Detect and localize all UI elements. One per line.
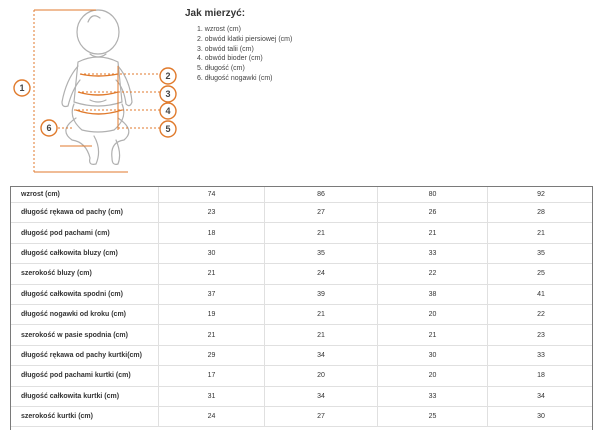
table-cell: 21 — [378, 325, 488, 345]
table-row — [11, 244, 593, 264]
table-cell: 21 — [159, 264, 265, 284]
size-table-body — [11, 187, 593, 427]
marker-1-label: 1 — [19, 83, 25, 93]
table-cell: 86 — [265, 187, 378, 203]
legend-item: 1. wzrost (cm) — [197, 26, 241, 33]
table-cell: 34 — [265, 346, 378, 366]
table-cell: 30 — [159, 244, 265, 264]
row-label: długość nogawki od kroku (cm) — [11, 305, 159, 325]
row-label: szerokość bluzy (cm) — [11, 264, 159, 284]
table-cell: 33 — [378, 387, 488, 407]
marker-5-label: 5 — [165, 124, 171, 134]
legend-item: 2. obwód klatki piersiowej (cm) — [197, 35, 293, 43]
row-label: wzrost (cm) — [11, 187, 159, 203]
table-cell: 19 — [159, 305, 265, 325]
table-cell: 21 — [265, 325, 378, 345]
table-cell: 27 — [265, 203, 378, 223]
table-row — [11, 346, 593, 366]
legend-list — [185, 25, 445, 84]
measurement-legend — [185, 8, 445, 84]
table-row — [11, 285, 593, 305]
marker-2 — [160, 68, 176, 84]
row-label: długość całkowita kurtki (cm) — [11, 387, 159, 407]
table-cell: 23 — [159, 203, 265, 223]
table-cell: 20 — [378, 366, 488, 386]
marker-3 — [160, 86, 176, 102]
table-cell: 37 — [159, 285, 265, 305]
table-cell: 41 — [488, 285, 593, 305]
table-cell: 28 — [488, 203, 593, 223]
row-label: długość całkowita spodni (cm) — [11, 285, 159, 305]
table-cell: 18 — [159, 223, 265, 243]
marker-3-label: 3 — [165, 89, 171, 99]
table-cell: 21 — [159, 325, 265, 345]
row-label: długość całkowita bluzy (cm) — [11, 244, 159, 264]
marker-2-label: 2 — [165, 71, 171, 81]
marker-4 — [160, 103, 176, 119]
table-cell: 29 — [159, 346, 265, 366]
table-row — [11, 305, 593, 325]
table-cell: 35 — [265, 244, 378, 264]
table-cell: 17 — [159, 366, 265, 386]
legend-item: 4. obwód bioder (cm) — [197, 55, 263, 63]
measurement-diagram — [0, 0, 190, 180]
table-cell: 30 — [378, 346, 488, 366]
row-label: szerokość w pasie spodnia (cm) — [11, 325, 159, 345]
table-cell: 23 — [488, 325, 593, 345]
table-cell: 35 — [488, 244, 593, 264]
legend-item: 5. długość (cm) — [197, 65, 245, 73]
legend-item: 6. długość nogawki (cm) — [197, 74, 273, 82]
marker-6 — [41, 120, 57, 136]
row-label: długość rękawa od pachy kurtki(cm) — [11, 346, 159, 366]
table-row — [11, 387, 593, 407]
marker-6-label: 6 — [46, 123, 52, 133]
table-cell: 21 — [488, 223, 593, 243]
table-cell: 92 — [488, 187, 593, 203]
table-cell: 80 — [378, 187, 488, 203]
table-row — [11, 203, 593, 223]
row-label: długość rękawa od pachy (cm) — [11, 203, 159, 223]
table-cell: 30 — [488, 407, 593, 427]
table-cell: 74 — [159, 187, 265, 203]
marker-5 — [160, 121, 176, 137]
table-row — [11, 264, 593, 284]
table-row — [11, 223, 593, 243]
table-row — [11, 325, 593, 345]
legend-item: 3. obwód talii (cm) — [197, 45, 254, 53]
table-cell: 26 — [378, 203, 488, 223]
table-cell: 25 — [488, 264, 593, 284]
size-table — [10, 186, 593, 430]
table-cell: 20 — [265, 366, 378, 386]
table-cell: 25 — [378, 407, 488, 427]
table-cell: 21 — [265, 305, 378, 325]
baby-figure-illustration — [0, 0, 190, 180]
row-label: długość pod pachami (cm) — [11, 223, 159, 243]
marker-4-label: 4 — [165, 106, 171, 116]
table-cell: 34 — [265, 387, 378, 407]
table-row — [11, 407, 593, 427]
table-cell: 20 — [378, 305, 488, 325]
table-cell: 38 — [378, 285, 488, 305]
table-cell: 21 — [265, 223, 378, 243]
marker-1 — [14, 80, 30, 96]
row-label: długość pod pachami kurtki (cm) — [11, 366, 159, 386]
table-cell: 34 — [488, 387, 593, 407]
table-cell: 24 — [159, 407, 265, 427]
legend-title: Jak mierzyć: — [185, 8, 246, 19]
table-cell: 27 — [265, 407, 378, 427]
table-cell: 22 — [378, 264, 488, 284]
table-cell: 33 — [488, 346, 593, 366]
table-cell: 33 — [378, 244, 488, 264]
table-row — [11, 366, 593, 386]
row-label: szerokość kurtki (cm) — [11, 407, 159, 427]
table-row — [11, 187, 593, 203]
table-cell: 21 — [378, 223, 488, 243]
table-cell: 31 — [159, 387, 265, 407]
table-cell: 24 — [265, 264, 378, 284]
table-cell: 22 — [488, 305, 593, 325]
table-cell: 18 — [488, 366, 593, 386]
table-cell: 39 — [265, 285, 378, 305]
